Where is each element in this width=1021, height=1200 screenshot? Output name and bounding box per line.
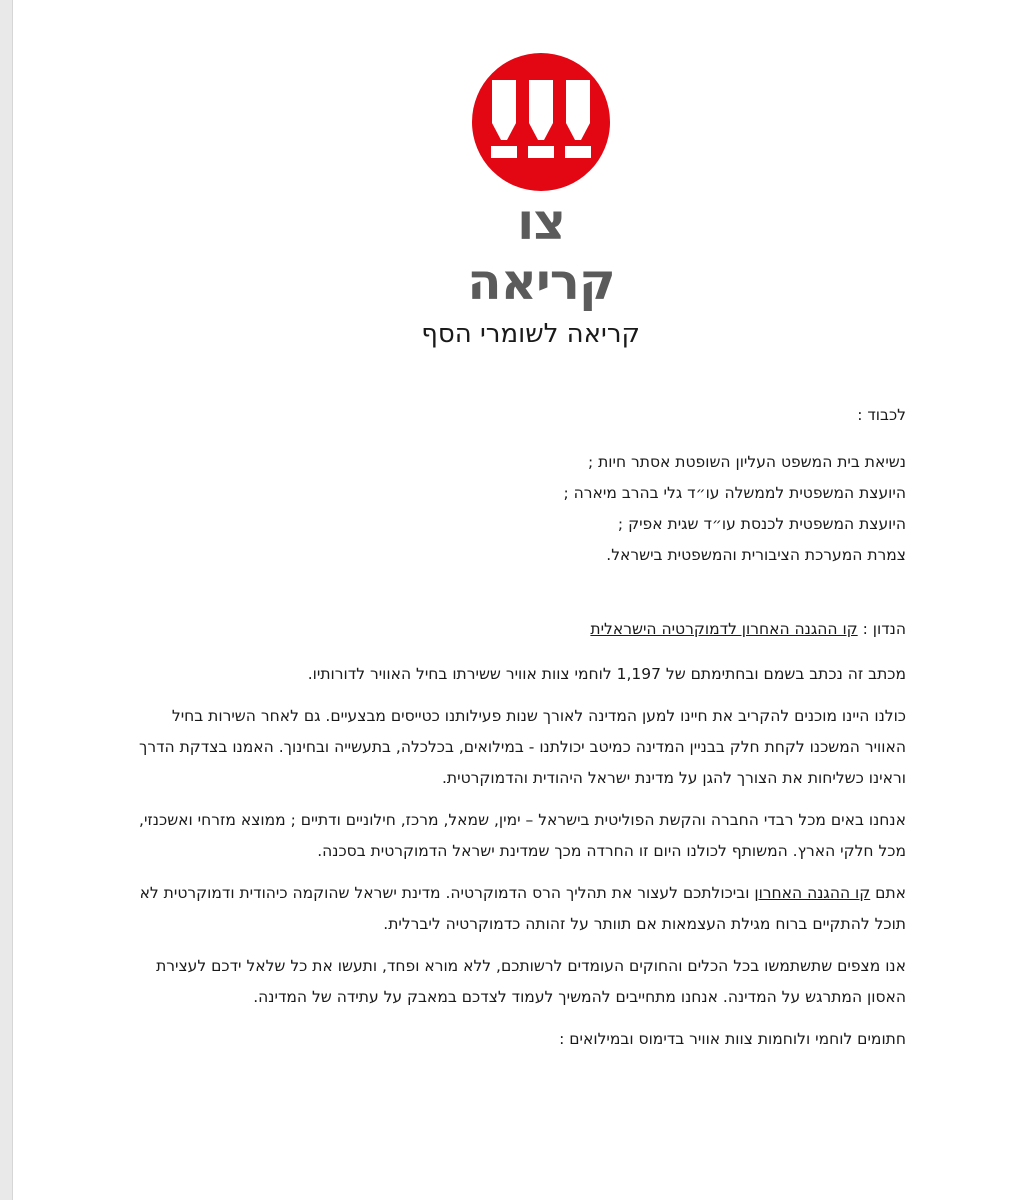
paragraph-diversity: אנחנו באים מכל רבדי החברה והקשת הפוליטית בישראל – ימין, שמאל, מרכז, חילוניים ודתיים ; ממוצא מזרחי ואשכנזי, מכל חלקי הארץ. המשותף לכולנו היום זו החרדה מכך שמדינת ישראל הדמוקרטית בסכנה. (139, 811, 906, 860)
intro-paragraph: מכתב זה נכתב בשמם ובחתימתם של 1,197 לוחמי צוות אוויר ששירתו בחיל האוויר לדורותיו. (307, 665, 906, 683)
subject-label: הנדון : (862, 620, 906, 638)
addressee-line: צמרת המערכת הציבורית והמשפטית בישראל. (606, 546, 906, 564)
document-page (12, 0, 1021, 1200)
salutation: לכבוד : (857, 406, 906, 424)
letter-body (133, 400, 906, 1055)
addressee-line: נשיאת בית המשפט העליון השופטת אסתר חיות ; (587, 453, 906, 471)
addressee-line: היועצת המשפטית לכנסת עו״ד שגית אפיק ; (617, 515, 906, 533)
exclamation-marks-logo-icon (441, 52, 641, 192)
addressee-list (133, 447, 906, 571)
closing-signature-line: חתומים לוחמי ולוחמות צוות אוויר בדימוס ובמילואים : (559, 1030, 906, 1048)
paragraph-service: כולנו היינו מוכנים להקריב את חיינו למען המדינה לאורך שנות פעילותנו כטייסים מבצעיים. גם לאחר השירות בחיל האוויר המשכנו לקחת חלק בבניין המדינה כמיטב יכולתנו - במילואים, בכלכלה, בתעשייה ובחינוך. האמנו בצדקת הדרך וראינו כשליחות את הצורך להגן על מדינת ישראל היהודית והדמוקרטית. (139, 707, 906, 787)
paragraph-expectation: אנו מצפים שתשתמשו בכל הכלים והחוקים העומדים לרשותכם, ללא מורא ופחד, ותעשו את כל שלאל ידכם לעצירת האסון המתרגש על המדינה. אנחנו מתחייבים להמשיך לעמוד לצדכם במאבק על עתידה של המדינה. (156, 957, 906, 1006)
addressee-line: היועצת המשפטית לממשלה עו״ד גלי בהרב מיארה ; (563, 484, 906, 502)
paragraph-last-line (133, 878, 906, 940)
last-line-of-defense-phrase: קו ההגנה האחרון (754, 884, 871, 902)
subject-text: קו ההגנה האחרון לדמוקרטיה הישראלית (590, 620, 858, 638)
paragraph-rest: וביכולתכם לעצור את תהליך הרס הדמוקרטיה. מדינת ישראל שהוקמה כיהודית ודמוקרטית לא תוכל להתקיים ברוח מגילת העצמאות אם תוותר על זהותה כדמוקרטיה ליברלית. (139, 884, 906, 933)
logo-wordmark: צו קריאה (467, 193, 615, 311)
organization-logo (441, 52, 641, 311)
paragraph-prefix: אתם (875, 884, 906, 902)
subject-line (133, 614, 906, 645)
page-title: קריאה לשומרי הסף (421, 319, 640, 349)
